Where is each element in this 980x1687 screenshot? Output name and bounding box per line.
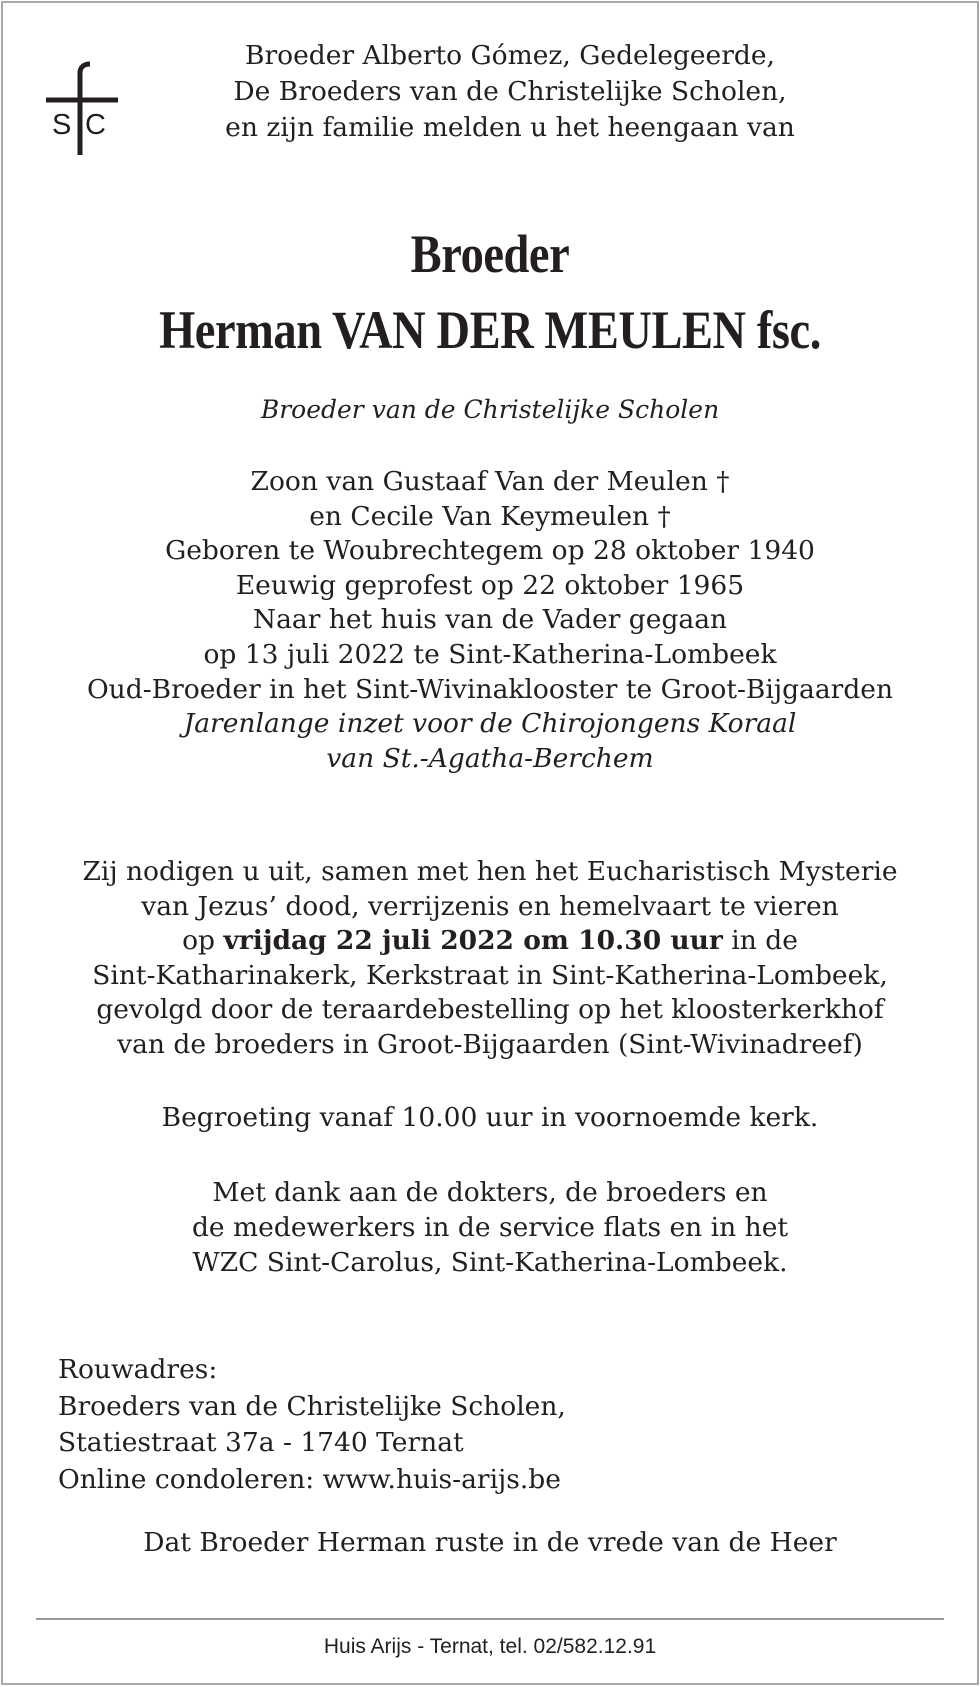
deceased-name: Herman VAN DER MEULEN fsc. [159,300,821,360]
address-line: Broeders van de Christelijke Scholen, [58,1390,566,1422]
cross-sc-logo-graphic [46,60,122,160]
invite-line: Zij nodigen u uit, samen met hen het Eucharistisch Mysterie [82,856,898,887]
intro-line: en zijn familie melden u het heengaan van [225,112,795,143]
thanks-line: de medewerkers in de service flats en in het [191,1212,789,1243]
service-invitation [20,855,960,1063]
footer-divider [36,1618,944,1620]
mourning-address [58,1352,918,1498]
address-label: Rouwadres: [58,1354,218,1385]
bio-line: Geboren te Woubrechtegem op 28 oktober 1940 [165,535,815,567]
bio-line: op 13 juli 2022 te Sint-Katherina-Lombeek [203,638,777,670]
invite-date-line [20,924,960,959]
bio-line: Zoon van Gustaaf Van der Meulen † [250,466,730,497]
address-line: Statiestraat 37a - 1740 Ternat [58,1427,464,1459]
announcement-intro [190,38,830,146]
thanks-note [20,1175,960,1280]
bio-italic-line: Jarenlange inzet voor de Chirojongens Koraal [183,708,797,740]
logo-letter-c: C [85,109,106,141]
bio-line: Oud-Broeder in het Sint-Wivinaklooster te Groot-Bijgaarden [86,673,894,705]
bio-italic-line: van St.-Agatha-Berchem [326,742,654,774]
intro-line: De Broeders van de Christelijke Scholen, [233,76,787,107]
greeting-info: Begroeting vanaf 10.00 uur in voornoemde kerk. [161,1102,819,1133]
cross-sc-icon [46,60,122,160]
thanks-line: Met dank aan de dokters, de broeders en [212,1177,768,1208]
deceased-name-block [103,216,877,368]
logo-letter-s: S [52,109,72,141]
biography [20,465,960,776]
bio-line: Eeuwig geprofest op 22 oktober 1965 [235,569,745,601]
bio-line: Naar het huis van de Vader gegaan [252,604,728,636]
funeral-home-footer: Huis Arijs - Ternat, tel. 02/582.12.91 [323,1635,657,1658]
deceased-title: Broeder [410,224,570,284]
invite-line: van de broeders in Groot-Bijgaarden (Sint-Wivinadreef) [117,1028,863,1060]
invite-date-prefix: op [182,925,224,957]
bio-line: en Cecile Van Keymeulen † [309,500,671,532]
invite-date-suffix: in de [722,925,798,957]
invite-line: Sint-Katharinakerk, Kerkstraat in Sint-Katherina-Lombeek, [92,959,888,991]
deceased-subtitle: Broeder van de Christelijke Scholen [260,395,720,424]
invite-line: gevolgd door de teraardebestelling op het kloosterkerkhof [96,994,884,1026]
intro-line: Broeder Alberto Gómez, Gedelegeerde, [245,40,775,71]
service-date-time: vrijdag 22 juli 2022 om 10.30 uur [223,925,723,957]
invite-line: van Jezus’ dood, verrijzenis en hemelvaart te vieren [141,890,839,922]
thanks-line: WZC Sint-Carolus, Sint-Katherina-Lombeek. [192,1247,788,1278]
closing-prayer: Dat Broeder Herman ruste in de vrede van de Heer [143,1527,837,1558]
online-condolence-line: Online condoleren: www.huis-arijs.be [58,1463,561,1495]
